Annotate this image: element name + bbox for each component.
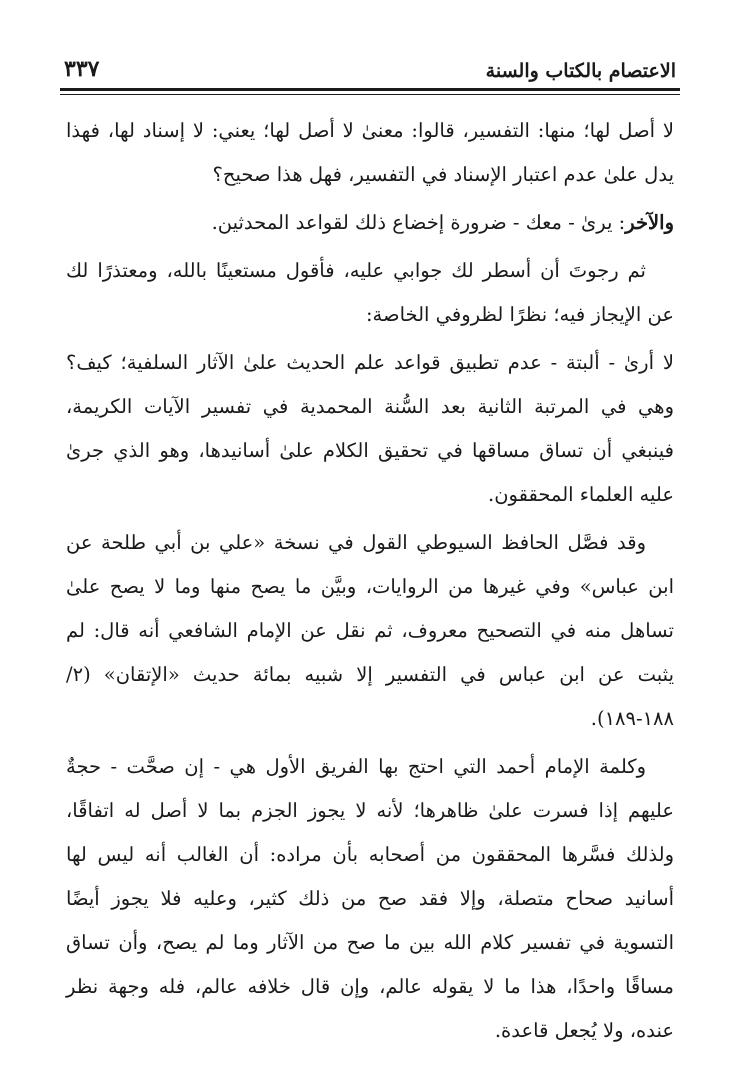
paragraph-5-text: وقد فصَّل الحافظ السيوطي القول في نسخة «علي بن أبي طلحة عن ابن عباس» وفي غيرها من الروايات، وبيَّن ما يصح منها وما لا يصح علىٰ تساهل منه في التصحيح معروف، ثم نقل عن الإمام الشافعي أنه قال: لم يثبت عن ابن عباس في التفسير إلا شبيه بمائة حديث «الإتقان» (٢/ ١٨٨-١٨٩). [66, 531, 674, 730]
paragraph-2-lead: والآخر [625, 211, 674, 234]
body-text [60, 109, 680, 1053]
paragraph-6 [66, 745, 674, 1053]
page-number: ٣٣٧ [64, 56, 100, 82]
header-rule-thin [60, 94, 680, 95]
paragraph-4 [66, 341, 674, 517]
paragraph-4-text: لا أرىٰ - ألبتة - عدم تطبيق قواعد علم الحديث علىٰ الآثار السلفية؛ كيف؟ وهي في المرتبة الثانية بعد السُّنة المحمدية في تفسير الآيات الكريمة، فينبغي أن تساق مساقها في تحقيق الكلام علىٰ أسانيدها، وهو الذي جرىٰ عليه العلماء المحققون. [66, 351, 674, 506]
paragraph-6-text: وكلمة الإمام أحمد التي احتج بها الفريق الأول هي - إن صحَّت - حجةٌ عليهم إذا فسرت علىٰ ظاهرها؛ لأنه لا يجوز الجزم بما لا أصل له اتفاقًا، ولذلك فسَّرها المحققون من أصحابه بأن مراده: أن الغالب أنه ليس لها أسانيد صحاح متصلة، وإلا فقد صح من ذلك كثير، وعليه فلا يجوز أيضًا التسوية في تفسير كلام الله بين ما صح من الآثار وما لم يصح، وأن تساق مساقًا واحدًا، هذا ما لا يقوله عالم، وإن قال خلافه عالم، فله وجهة نظر عنده، ولا يُجعل قاعدة. [66, 755, 674, 1042]
paragraph-5 [66, 521, 674, 741]
header-rule-thick [60, 88, 680, 91]
paragraph-1 [66, 109, 674, 197]
paragraph-2 [66, 201, 674, 245]
running-header [60, 52, 680, 82]
book-page [60, 52, 680, 1057]
paragraph-2-text: : يرىٰ - معك - ضرورة إخضاع ذلك لقواعد المحدثين. [211, 211, 626, 234]
paragraph-3-text: ثم رجوتَ أن أسطر لك جوابي عليه، فأقول مستعينًا بالله، ومعتذرًا لك عن الإيجاز فيه؛ نظرًا لظروفي الخاصة: [66, 259, 674, 326]
paragraph-1-text: لا أصل لها؛ منها: التفسير، قالوا: معنىٰ لا أصل لها؛ يعني: لا إسناد لها، فهذا يدل علىٰ عدم اعتبار الإسناد في التفسير، فهل هذا صحيح؟ [66, 119, 674, 186]
paragraph-3 [66, 249, 674, 337]
running-title: الاعتصام بالكتاب والسنة [485, 60, 676, 82]
